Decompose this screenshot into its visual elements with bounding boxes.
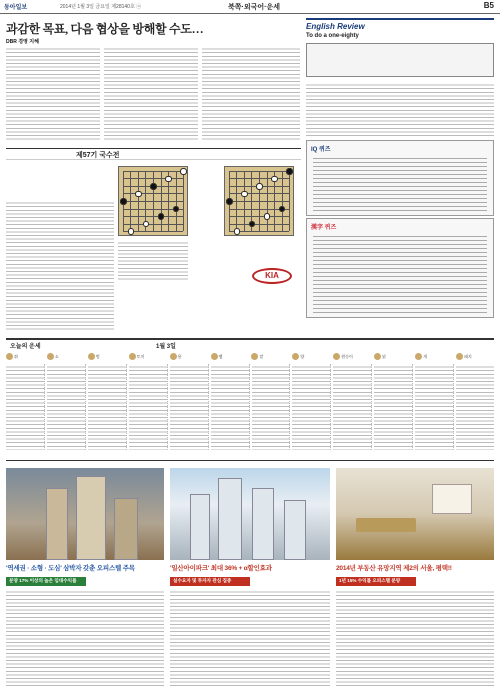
- english-review-box: [306, 43, 494, 77]
- sheep-icon: [292, 353, 299, 360]
- black-stone: [226, 198, 233, 205]
- editorial-byline: DBR 경영 지혜: [6, 39, 39, 45]
- zodiac-label: 개: [423, 353, 427, 359]
- horoscope-col: [415, 364, 454, 450]
- zodiac-label: 말: [259, 353, 264, 359]
- page-number: B5: [483, 1, 494, 10]
- board-line: [282, 171, 283, 231]
- zodiac-label: 토끼: [136, 353, 145, 359]
- board-line: [183, 171, 184, 231]
- white-stone: [180, 168, 187, 175]
- zodiac-label: 원숭이: [341, 353, 353, 359]
- english-review-title: English Review: [306, 22, 365, 31]
- ad-headline-1: [6, 563, 164, 575]
- board-line: [176, 171, 177, 231]
- zodiac-ox: [47, 351, 85, 362]
- hanja-quiz-label: 漢字 퀴즈: [311, 225, 337, 231]
- monkey-icon: [333, 353, 340, 360]
- dog-icon: [415, 353, 422, 360]
- horoscope-columns: [6, 364, 494, 450]
- snake-icon: [211, 353, 218, 360]
- board-line: [229, 224, 289, 225]
- ad-body-2: [170, 589, 330, 687]
- white-stone: [165, 176, 172, 183]
- editorial-column-1: [6, 46, 100, 142]
- horse-icon: [251, 353, 258, 360]
- zodiac-dragon: [170, 351, 208, 362]
- building-shape: [190, 494, 210, 560]
- horoscope-col: [252, 364, 291, 450]
- zodiac-dog: [415, 351, 453, 362]
- building-shape: [46, 488, 68, 560]
- white-stone: [241, 191, 248, 198]
- iq-quiz-text: [313, 155, 487, 211]
- horoscope-col: [129, 364, 168, 450]
- section-title: 북쪽·외국어·운세: [228, 4, 280, 11]
- page-header: [0, 0, 500, 14]
- building-shape: [284, 500, 306, 560]
- horoscope-col: [374, 364, 413, 450]
- go-commentary: [6, 200, 114, 330]
- go-section-header: [6, 148, 301, 160]
- english-review-text: [306, 82, 494, 136]
- zodiac-tiger: [88, 351, 126, 362]
- black-stone: [150, 183, 157, 190]
- go-title: 제57기 국수전: [76, 152, 120, 159]
- white-stone: [256, 183, 263, 190]
- kia-logo: KIA: [252, 268, 292, 284]
- editorial-headline: 과감한 목표, 다음 협상을 방해할 수도…: [6, 22, 204, 36]
- white-stone: [234, 228, 241, 235]
- hanja-quiz-text: [313, 233, 487, 313]
- board-line: [259, 171, 260, 231]
- board-line: [229, 216, 289, 217]
- iq-quiz-label: IQ 퀴즈: [311, 147, 331, 153]
- zodiac-row: [6, 351, 494, 362]
- ad-headline-2: [170, 563, 330, 575]
- hanja-quiz-box: [306, 218, 494, 318]
- editorial-column-3: [202, 46, 300, 142]
- rabbit-icon: [129, 353, 136, 360]
- horoscope-col: [170, 364, 209, 450]
- black-stone: [173, 206, 180, 213]
- black-stone: [279, 206, 286, 213]
- zodiac-label: 닭: [382, 353, 387, 359]
- ad-photo-officetel: [6, 468, 164, 560]
- board-line: [289, 171, 290, 231]
- english-review-subtitle: To do a one-eighty: [306, 33, 359, 39]
- horoscope-col: [88, 364, 127, 450]
- board-line: [267, 171, 268, 231]
- zodiac-label: 소: [54, 353, 59, 359]
- horoscope-title: 오늘의 운세: [10, 344, 41, 350]
- horoscope-col: [333, 364, 372, 450]
- black-stone: [286, 168, 293, 175]
- rat-icon: [6, 353, 13, 360]
- go-caption: [118, 240, 188, 280]
- board-line: [153, 171, 154, 231]
- white-stone: [135, 191, 142, 198]
- white-stone: [128, 228, 135, 235]
- horoscope-col: [211, 364, 250, 450]
- building-shape: [76, 476, 106, 560]
- editorial-column-2: [104, 46, 198, 142]
- zodiac-label: 용: [177, 353, 182, 359]
- horoscope-col: [456, 364, 494, 450]
- ad-sub-2: 실수요자 및 투자자 관심 집중: [170, 577, 250, 586]
- tiger-icon: [88, 353, 95, 360]
- ad-sub-3: 1년 15% 수익률 오피스텔 분양: [336, 577, 416, 586]
- zodiac-snake: [211, 351, 249, 362]
- zodiac-pig: [456, 351, 494, 362]
- ad-photo-ilsan: [170, 468, 330, 560]
- white-stone: [143, 221, 150, 228]
- pig-icon: [456, 353, 463, 360]
- ad-headline-text: '일산아이파크' 최대 36% + α할인효과: [170, 565, 272, 572]
- ad-headline-text: 2014년 부동산 유망지역 제2의 서울, 평택!!: [336, 565, 452, 572]
- zodiac-label: 돼지: [463, 353, 472, 359]
- go-board-2: [224, 166, 294, 236]
- horoscope-col: [47, 364, 86, 450]
- window-shape: [432, 484, 472, 514]
- zodiac-monkey: [333, 351, 371, 362]
- zodiac-rat: [6, 351, 44, 362]
- ad-photo-interior: [336, 468, 494, 560]
- black-stone: [249, 221, 256, 228]
- zodiac-rabbit: [129, 351, 167, 362]
- go-board-1: [118, 166, 188, 236]
- board-line: [123, 224, 183, 225]
- zodiac-label: 쥐: [14, 353, 18, 359]
- ox-icon: [47, 353, 54, 360]
- ad-sub-1: 분양 17% 이상의 높은 임대수익률: [6, 577, 86, 586]
- ad-body-3: [336, 589, 494, 687]
- sofa-shape: [356, 518, 416, 532]
- board-line: [161, 171, 162, 231]
- ad-body-1: [6, 589, 164, 687]
- black-stone: [120, 198, 127, 205]
- zodiac-sheep: [292, 351, 330, 362]
- zodiac-label: 뱀: [218, 353, 223, 359]
- ads-divider: [6, 460, 494, 461]
- horoscope-header: [6, 338, 494, 349]
- black-stone: [158, 213, 165, 220]
- zodiac-rooster: [374, 351, 412, 362]
- building-shape: [218, 478, 242, 560]
- english-review: [306, 18, 494, 136]
- horoscope-col: [6, 364, 45, 450]
- issue-date: 2014년 1월 3일 금요일 제28140호 ⓐ: [60, 4, 142, 10]
- horoscope-col: [292, 364, 331, 450]
- kia-ad: [244, 262, 300, 290]
- ad-headline-text: '역세권 · 소형 · 도심' 삼박자 갖춘 오피스텔 주목: [6, 565, 135, 572]
- dragon-icon: [170, 353, 177, 360]
- white-stone: [271, 176, 278, 183]
- building-shape: [252, 488, 274, 560]
- zodiac-label: 양: [300, 353, 305, 359]
- horoscope-date: 1월 3일: [156, 344, 176, 350]
- masthead: 동아일보: [4, 5, 28, 11]
- building-shape: [114, 498, 138, 560]
- white-stone: [264, 213, 271, 220]
- ad-headline-3: [336, 563, 494, 575]
- iq-quiz-box: [306, 140, 494, 216]
- rooster-icon: [374, 353, 381, 360]
- board-line: [123, 216, 183, 217]
- zodiac-label: 범: [95, 353, 100, 359]
- zodiac-horse: [251, 351, 289, 362]
